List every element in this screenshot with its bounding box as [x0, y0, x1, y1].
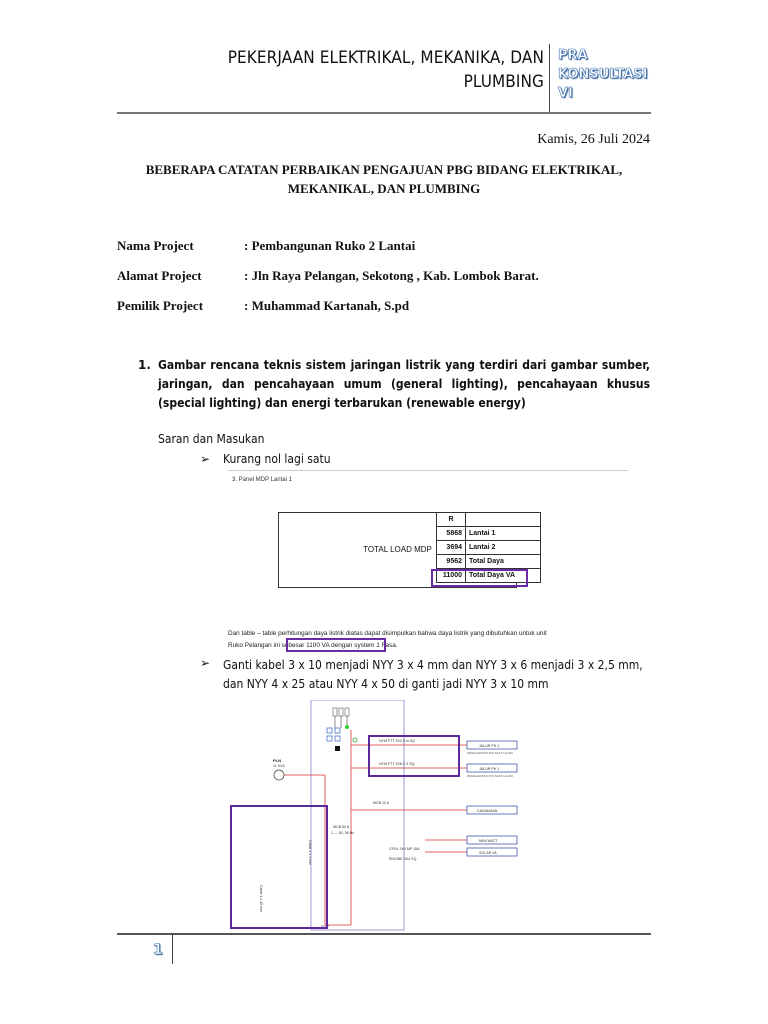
cable-vertical-label: Cable 1 x 4 mm: [308, 840, 312, 866]
mcb-label: MCB 50 A: [333, 825, 350, 829]
highlight-main-feeder: [231, 806, 327, 928]
figure-caption: 3. Panel MDP Lantai 1: [232, 477, 292, 483]
load-label: MINI WATT: [479, 839, 498, 843]
meta-value-alamat: : Jln Raya Pelangan, Sekotong , Kab. Lombok Barat.: [244, 268, 539, 283]
highlight-total-va: [431, 569, 528, 587]
footer-divider: [172, 934, 173, 964]
circuit-cable-label: NYM FTT 3X2,5 m SQ: [379, 739, 416, 743]
load-label: JALUR PH 1: [479, 767, 500, 771]
table-cell: 11000: [437, 569, 466, 583]
meter-label: PLN: [273, 758, 281, 763]
meta-value-nama: : Pembangunan Ruko 2 Lantai: [244, 238, 416, 253]
header-title-line2: PLUMBING: [463, 72, 544, 92]
table-cell: [466, 513, 541, 527]
circuit-cable-label: ENGINE 3X4 SQ: [389, 857, 417, 861]
bullet-arrow-icon: ➢: [200, 452, 211, 466]
load-label: SOLAR VA: [479, 851, 497, 855]
item-number: 1.: [138, 358, 151, 372]
footer-rule: [117, 933, 651, 935]
meta-value-pemilik: : Muhammad Kartanah, S.pd: [244, 298, 410, 313]
figure-description-line1: Dari table – table perhitungan daya listrik diatas dapat disimpulkan bahwa daya listrik yang dibutuhkan untuk unit: [228, 630, 547, 637]
table-row: [437, 513, 541, 527]
load-label: CADANGAN: [477, 809, 498, 813]
table-row: [437, 541, 541, 555]
document-title-line2: MEKANIKAL, DAN PLUMBING: [287, 181, 481, 196]
table-cell: Lantai 2: [466, 541, 541, 555]
mcb-right-label: MCB 10 A: [373, 801, 390, 805]
kwh-meter: [273, 758, 285, 780]
header-badge: [558, 46, 658, 103]
load-sub-label: PENGHANTAR 3X6 SAAT LAUNC: [467, 774, 514, 778]
document-title: [117, 160, 651, 198]
table-row: [437, 527, 541, 541]
table-cell: Lantai 1: [466, 527, 541, 541]
document-title-line1: BEBERAPA CATATAN PERBAIKAN PENGAJUAN PBG BIDANG ELEKTRIKAL,: [145, 162, 623, 177]
meter-sub-label: 11 KVA: [273, 764, 285, 768]
circuit-cable-label: NYM FTT 3X6 X 3 SQ: [379, 762, 415, 766]
table-cell: 9562: [437, 555, 466, 569]
load-boxes: [467, 741, 517, 856]
table-header-cell: R: [437, 513, 466, 527]
document-date: Kamis, 26 Juli 2024: [537, 132, 650, 147]
table-cell: Total Daya: [466, 555, 541, 569]
load-label: JALUR PH 1: [479, 744, 500, 748]
header-badge-line3: VI: [558, 86, 573, 101]
figure-panel-mdp: [228, 470, 628, 655]
circuit-labels: [373, 739, 420, 861]
header-badge-line1: PRA: [558, 48, 588, 63]
bullet-text-1: Kurang nol lagi satu: [223, 452, 331, 466]
figure-description-line2: Ruko Pelangan ini sebesar 1100 VA dengan system 1 Fasa.: [228, 642, 398, 649]
table-cell: 3694: [437, 541, 466, 555]
saran-label: Saran dan Masukan: [158, 432, 265, 446]
meta-label-nama: Nama Project: [117, 238, 194, 253]
cable-vertical-label-2: Cable 1 x 10 mm: [259, 885, 263, 913]
circuit-cable-label: CPUL 3X4 MP 10A: [389, 847, 420, 851]
meta-label-alamat: Alamat Project: [117, 268, 202, 283]
mcb-sub-label: 1 — 50, 36 Hz: [331, 831, 354, 835]
header-title-line1: PEKERJAAN ELEKTRIKAL, MEKANIKA, DAN: [227, 48, 544, 68]
total-load-label: TOTAL LOAD MDP: [363, 545, 432, 554]
header-divider: [549, 44, 550, 114]
bullet-arrow-icon: ➢: [200, 656, 211, 670]
item-text: Gambar rencana teknis sistem jaringan listrik yang terdiri dari gambar sumber, jaringan, dan pencahayaan umum (general lighting), pencahayaan khusus (special lighting) dan energi terbarukan (renewable energy): [158, 358, 650, 410]
meta-label-pemilik: Pemilik Project: [117, 298, 204, 313]
highlight-daya-value: [286, 638, 386, 652]
header-title: [124, 46, 544, 94]
table-cell: 5868: [437, 527, 466, 541]
table-cell: Total Daya VA: [466, 569, 541, 583]
figure-top-rule: [228, 470, 628, 471]
figure-single-line-diagram: [229, 700, 629, 932]
header-rule: [117, 112, 651, 114]
load-sub-label: PENGHANTAR 3X6 SAAT LAUNC: [467, 751, 514, 755]
header-badge-line2: KONSULTASI: [558, 67, 648, 82]
panel-devices: [327, 728, 357, 751]
busbar-terminals: [333, 708, 349, 729]
page-number: 1: [153, 942, 163, 958]
bullet-text-2: Ganti kabel 3 x 10 menjadi NYY 3 x 4 mm dan NYY 3 x 6 menjadi 3 x 2,5 mm, dan NYY 4 x 25 atau NYY 4 x 50 di ganti jadi NYY 3 x 10 mm: [223, 658, 643, 691]
table-row: [437, 555, 541, 569]
